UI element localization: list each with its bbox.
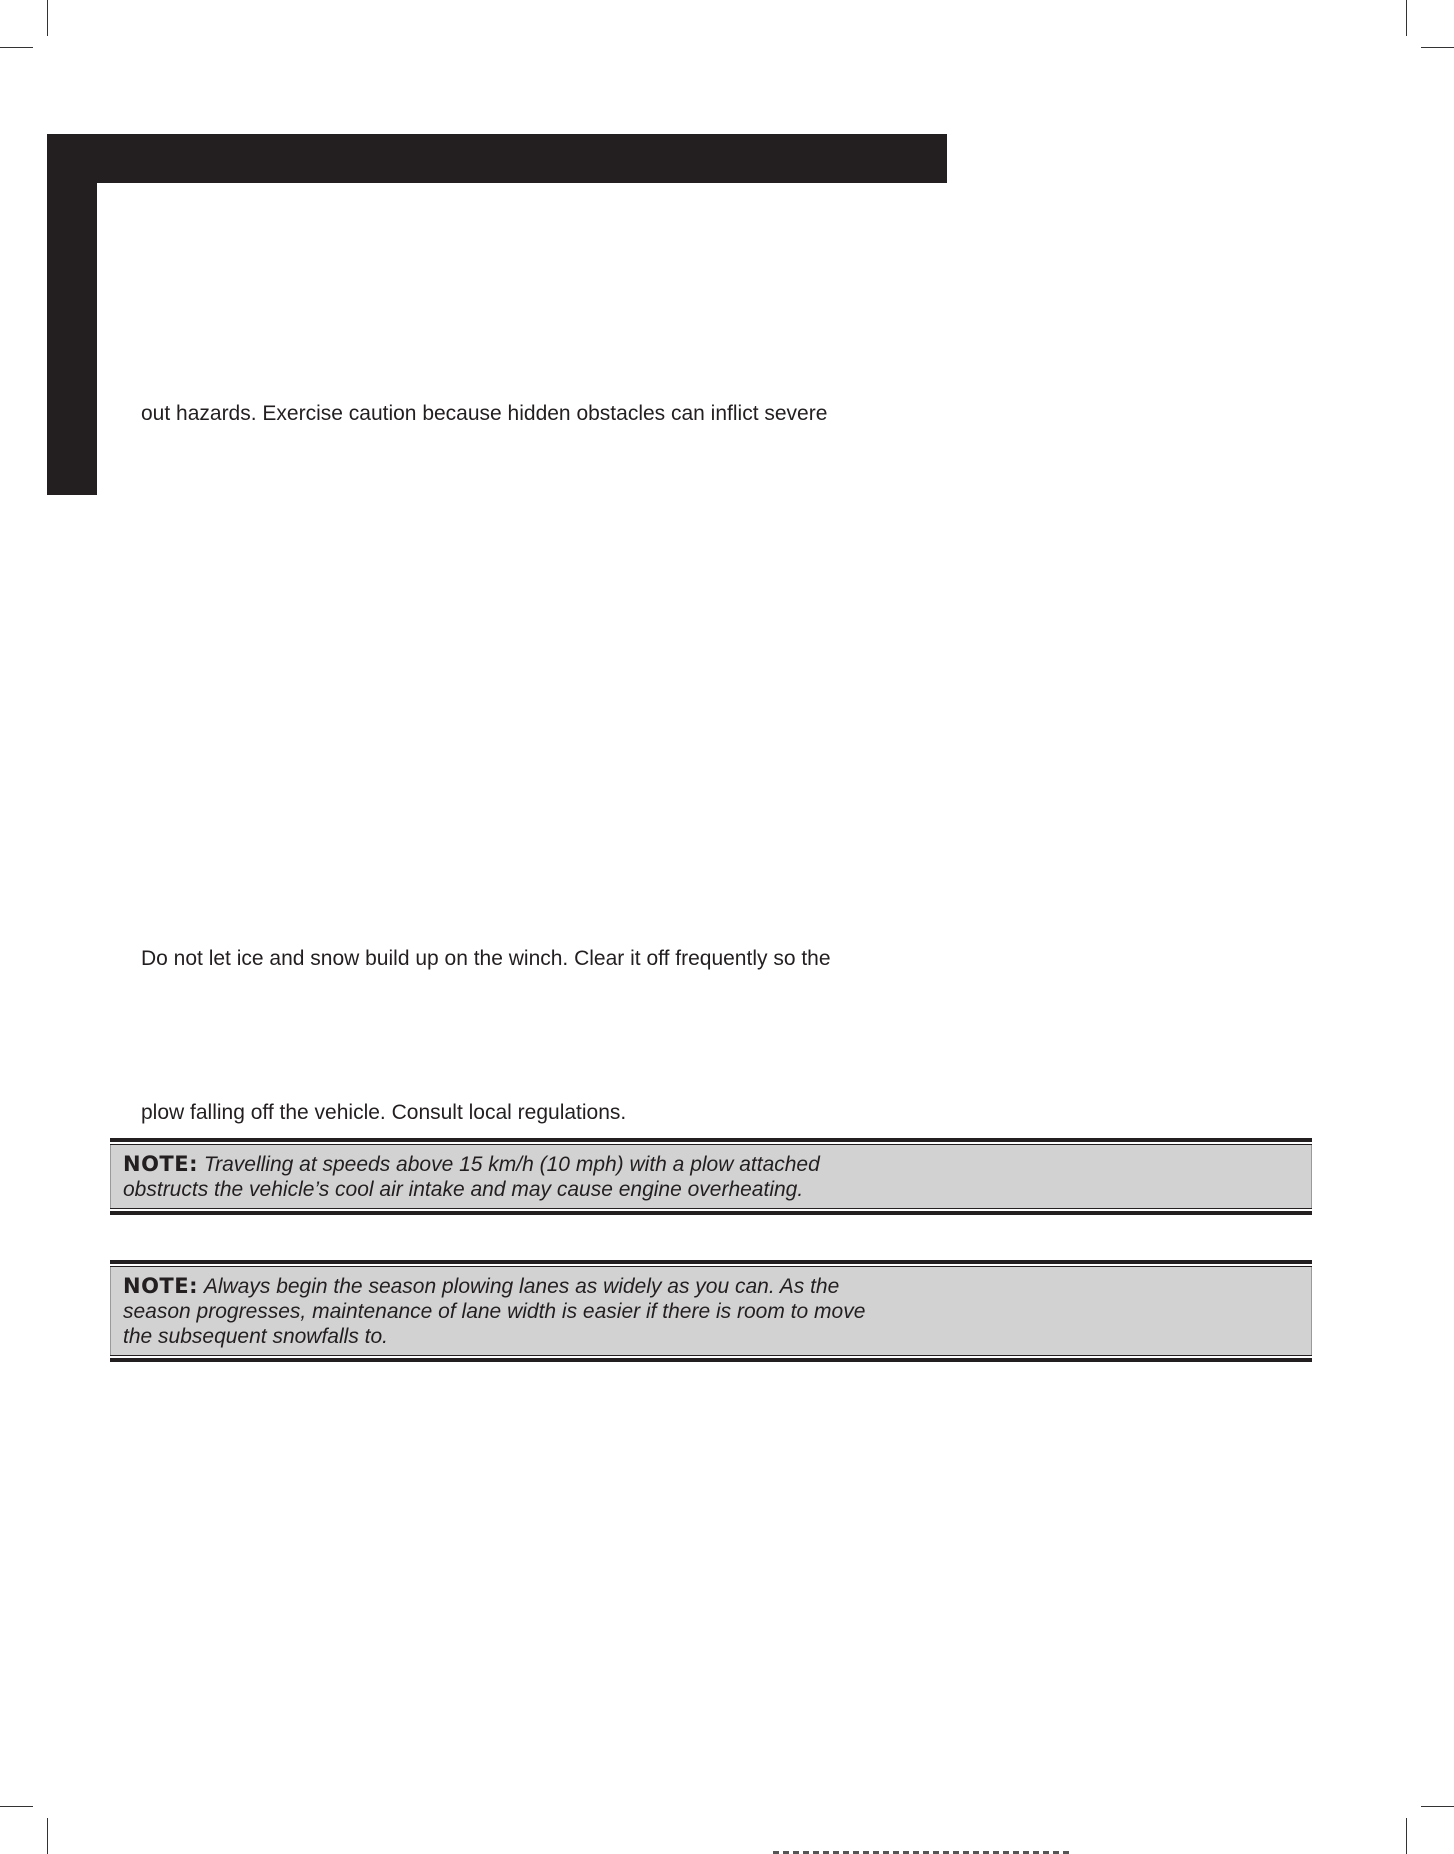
note-text-line: Travelling at speeds above 15 km/h (10 mph) with a plow attached bbox=[203, 1153, 820, 1176]
crop-mark-bottom-left bbox=[47, 1818, 48, 1854]
note-box bbox=[110, 1260, 1312, 1362]
crop-mark-top-right bbox=[1421, 47, 1454, 48]
note-text-line: the subsequent snowfalls to. bbox=[123, 1325, 389, 1348]
note-text-line: Always begin the season plowing lanes as widely as you can. As the bbox=[203, 1275, 840, 1298]
body-text-line: Do not let ice and snow build up on the winch. Clear it off frequently so the bbox=[141, 947, 831, 970]
crop-mark-bottom-right bbox=[1406, 1818, 1407, 1854]
body-text-line: plow falling off the vehicle. Consult local regulations. bbox=[141, 1101, 627, 1124]
note-label: NOTE: bbox=[123, 1274, 198, 1298]
note-content bbox=[110, 1145, 1312, 1208]
section-header-bar bbox=[47, 134, 947, 183]
crop-mark-bottom-left bbox=[0, 1806, 33, 1807]
note-box bbox=[110, 1138, 1312, 1215]
crop-mark-top-left bbox=[47, 0, 48, 36]
note-label: NOTE: bbox=[123, 1152, 198, 1176]
crop-mark-top-right bbox=[1406, 0, 1407, 36]
note-text-line: season progresses, maintenance of lane width is easier if there is room to move bbox=[123, 1300, 866, 1323]
crop-mark-top-left bbox=[0, 47, 33, 48]
note-bottom-rule bbox=[110, 1358, 1312, 1362]
section-side-bar bbox=[47, 134, 97, 495]
body-text-line: out hazards. Exercise caution because hidden obstacles can inflict severe bbox=[141, 402, 828, 425]
note-text-line: obstructs the vehicle’s cool air intake and may cause engine overheating. bbox=[123, 1178, 804, 1201]
crop-mark-bottom-right bbox=[1421, 1806, 1454, 1807]
note-content bbox=[110, 1267, 1312, 1355]
note-bottom-rule bbox=[110, 1211, 1312, 1215]
